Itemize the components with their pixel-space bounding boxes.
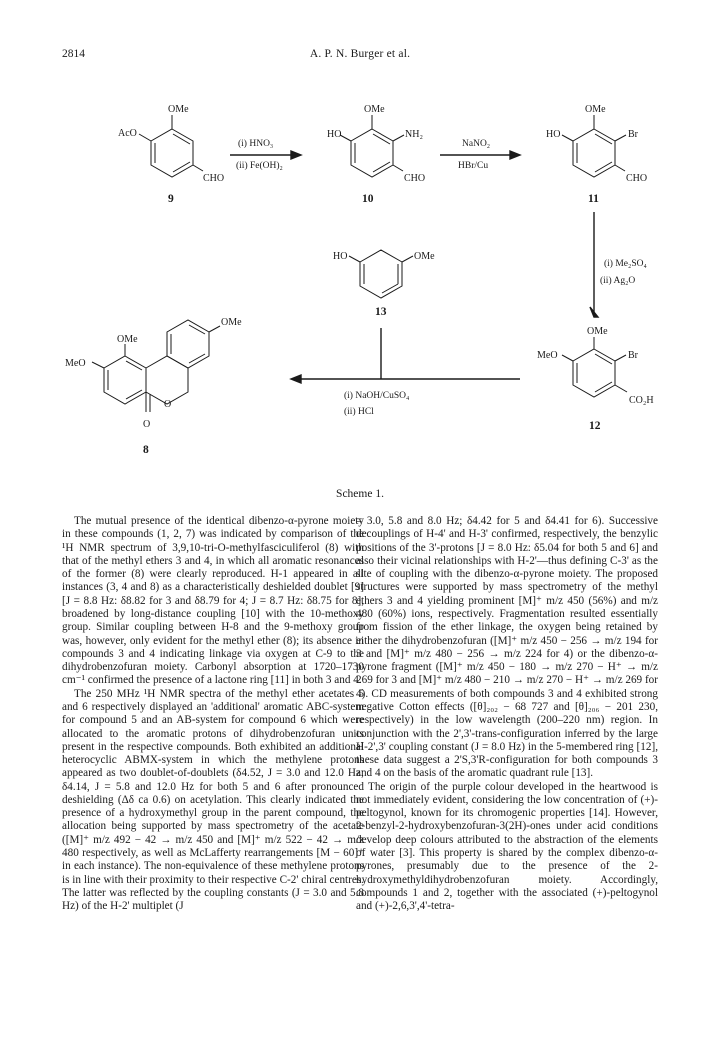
reagent-1b: (ii) Fe(OH)₂ [236,161,283,171]
compound-12-structure [562,337,627,397]
c11-label: 11 [588,193,599,205]
compound-9-structure [139,115,203,177]
compound-10-structure [340,115,404,177]
arrow-head-12-to-8 [291,375,301,383]
c13-ome: OMe [414,251,435,262]
paragraph: The origin of the purple colour developed in the heartwood is not immediately evident, considering the low concentration of (+)-peltogynol, known for its chromogenic properties [14]. However, 2-benzyl-2-hydroxybenzofuran-3(2H)-ones under acid conditions develop deep colours attributed to the abstraction of the elements of water [3]. This property is shared by the complex dibenzo-α-pyrones, presumably due to the presence of the 2-hydroxymethyldihydrobenzofuran moiety. Accordingly, compounds 1 and 2, together with the associated (+)-peltogynol and (+)-2,6,3',4'-tetra- [356,780,658,913]
left-column [62,515,364,913]
c12-ome: OMe [587,326,608,337]
c10-ome: OMe [364,104,385,115]
reagent-4a: (i) NaOH/CuSO₄ [344,391,410,401]
c11-br: Br [628,129,638,140]
c11-ho: HO [546,129,561,140]
c8-ome-1: OMe [117,334,138,345]
c8-label: 8 [143,444,149,456]
reagent-2b: HBr/Cu [458,161,489,171]
scheme-1-diagram [0,0,720,500]
c12-co2h: CO₂H [629,395,654,406]
reagent-1a: (i) HNO₃ [238,139,274,149]
c8-ome-2: OMe [221,317,242,328]
c12-meo: MeO [537,350,558,361]
scheme-caption: Scheme 1. [336,488,384,500]
c10-label: 10 [362,193,374,205]
compound-13-structure [349,250,413,298]
reagent-4b: (ii) HCl [344,407,374,417]
c13-label: 13 [375,306,387,318]
reagent-3a: (i) Me₂SO₄ [604,259,647,269]
paragraph: The 250 MHz ¹H NMR spectra of the methyl ether acetates 5 and 6 respectively displayed an 'additional' aromatic ABC-system for compound 5 and an AB-system for compound 6 which were allocated to the aromatic protons of dihydrobenzofuran units present in the respective compounds. Both exhibited an additional heterocyclic ABMX-system in which the methylene protons appeared as two doublet-of-doublets (δ4.52, J = 3.0 and 12.0 Hz; δ4.14, J = 5.8 and 12.0 Hz for both 5 and 6 after pronounced deshielding (Δδ ca 0.6) on acetylation. This clearly indicated the presence of a hydroxymethyl group in the parent compound, the allocation being supported by mass spectrometry of the acetate ([M]⁺ m/z 492 − 42 → m/z 450 and [M]⁺ m/z 522 − 42 → m/z 480 respectively, as well as McLafferty rearrangements [M − 60]⁺ in each instance). The non-equivalence of these methylene protons is in line with their proximity to their respective C-2' chiral centres. The latter was reflected by the coupling constants (J = 3.0 and 5.8 Hz) of the H-2' multiplet (J [62,687,364,913]
c11-cho: CHO [626,173,648,184]
arrow-head-9-to-10 [291,151,301,159]
c9-cho: CHO [203,173,225,184]
c8-ring-o: O [164,399,172,410]
c10-ho: HO [327,129,342,140]
reagent-3b: (ii) Ag₂O [600,276,636,286]
page-number: 2814 [62,48,85,60]
paragraph: = 3.0, 5.8 and 8.0 Hz; δ4.42 for 5 and δ4.41 for 6). Successive decouplings of H-4' and H-3' confirmed, respectively, the benzylic positions of the 3'-protons [J = 8.0 Hz: δ5.04 for both 5 and 6] and also their vicinal relationships with H-2'—thus defining C-3' as the site of coupling with the dibenzo-α-pyrone moiety. The proposed structures were supported by mass spectrometry of the methyl ethers 3 and 4 yielding prominent [M]⁺ m/z 450 (56%) and m/z 480 (60%) ions, respectively. Fragmentation resulted essentially from fission of the ether linkage, the oxygen being retained by either the dihydrobenzofuran ([M]⁺ m/z 450 − 256 → m/z 194 for 3 and [M]⁺ m/z 480 − 256 → m/z 224 for 4) or the dibenzo-α-pyrone fragment ([M]⁺ m/z 450 − 180 → m/z 270 − H⁺ → m/z 269 for 3 and [M]⁺ m/z 480 − 210 → m/z 270 − H⁺ → m/z 269 for 4). CD measurements of both compounds 3 and 4 exhibited strong negative Cotton effects ([θ]₂₀₂ − 68 727 and [θ]₂₀₆ − 201 230, respectively) in the low wavelength (200–220 nm) region. In conjunction with the 2',3'-trans-configuration inferred by the large H-2',3' coupling constant (J = 8.0 Hz) in the 5-membered ring [12], these data suggest a 2'S,3'R-configuration for both compounds 3 and 4 on the basis of the aromatic quadrant rule [13]. [356,515,658,780]
paragraph: The mutual presence of the identical dibenzo-α-pyrone moiety in these compounds (1, 2, 7) was indicated by comparison of the ¹H NMR spectrum of 3,9,10-tri-O-methylfasciculiferol (8) with that of the methyl ethers 3 and 4, in which all aromatic resonances of the former (8) were clearly reproduced. H-1 appeared in all instances (3, 4 and 8) as a characteristically deshielded doublet [9] [J = 8.8 Hz: δ8.82 for 3 and δ8.79 for 4; J = 8.7 Hz: δ8.75 for 8], broadened by long-distance coupling [10] with the 10-methoxy group. Similar coupling between H-8 and the 9-methoxy group was, however, only evident for the methyl ether (8); its absence in compounds 3 and 4 indicating linkage via oxygen at C-9 to the dihydrobenzofuran moiety. Carbonyl absorption at 1720–1730 cm⁻¹ confirmed the presence of a lactone ring [11] in both 3 and 4. [62,515,364,687]
c10-cho: CHO [404,173,426,184]
c13-ho: HO [333,251,348,262]
c11-ome: OMe [585,104,606,115]
c9-ome: OMe [168,104,189,115]
running-head: A. P. N. Burger et al. [309,48,411,60]
c10-nh2: NH₂ [405,129,423,140]
c8-carbonyl-o: O [143,419,151,430]
compound-11-structure [562,115,626,177]
c8-meo: MeO [65,358,86,369]
c12-label: 12 [589,420,601,432]
compound-8-structure [92,320,220,412]
c9-label: 9 [168,193,174,205]
c9-aco: AcO [118,128,137,139]
reagent-2a: NaNO₂ [462,139,491,149]
right-column [356,515,658,913]
arrow-head-10-to-11 [510,151,520,159]
c12-br: Br [628,350,638,361]
